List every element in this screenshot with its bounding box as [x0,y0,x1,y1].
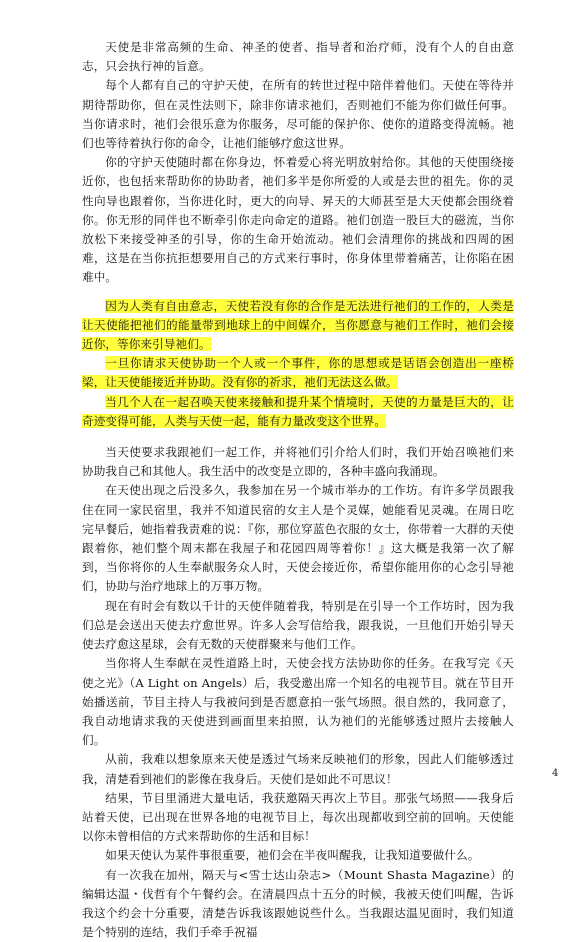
body-text [82,38,514,942]
highlight-mark: 当几个人在一起召唤天使来接触和提升某个情境时，天使的力量是巨大的，让奇迹变得可能，人类与天使一起，能有力量改变这个世界。 [82,394,514,428]
paragraph-workshop-story: 在天使出现之后没多久，我参加在另一个城市举办的工作坊。有许多学员跟我住在同一家民宿里，我并不知道民宿的女主人是个灵媒，她能看见灵魂。在周日吃完早餐后，她指着我责难的说：『你，那位穿蓝色衣服的女士，你带着一大群的天使跟着你，祂们整个周末都在我屋子和花园四周等着你！』这大概是我第一次了解到，当你将你的人生奉献服务众人时，天使会接近你，希望你能用你的心念引导祂们，协助与治疗地球上的万事万物。 [82,483,514,594]
paragraph-aura-photo: 从前，我难以想象原来天使是透过气场来反映祂们的形象，因此人们能够透过我，清楚看到祂们的影像在我身后。天使们是如此不可思议！ [82,752,514,786]
highlight-mark: 因为人类有自由意志，天使若没有你的合作是无法进行祂们的工作的，人类是让天使能把祂们的能量带到地球上的中间媒介，当你愿意与祂们工作时，祂们会接近你，等你来引导祂们。 [82,298,514,352]
highlight-mark: 一旦你请求天使协助一个人或一个事件，你的思想或是话语会创造出一座桥梁，让天使能接近并协助。没有你的祈求，祂们无法这么做。 [82,356,514,390]
paragraph-thousands-of-angels: 现在有时会有数以千计的天使伴随着我，特别是在引导一个工作坊时，因为我们总是会送出天使去疗愈世界。许多人会写信给我，跟我说，一旦他们开始引导天使去疗愈这星球，会有无数的天使群聚来与他们工作。 [82,598,514,652]
paragraph-tv-show: 当你将人生奉献在灵性道路上时，天使会找方法协助你的任务。在我写完《天使之光》（A Light on Angels）后，我受邀出席一个知名的电视节目。就在节目开始播送前，节目主持人与我被问到是否愿意拍一张气场照。很自然的，我同意了，我自动地请求我的天使进到画面里来拍照，认为祂们的光能够透过照片去接触人们。 [82,656,514,748]
spacer [82,288,514,297]
highlighted-paragraph-together [82,393,514,431]
paragraph-guardian-angel: 每个人都有自己的守护天使，在所有的转世过程中陪伴着他们。天使在等待并期待帮助你，但在灵性法则下，除非你请求祂们，否则祂们不能为你们做任何事。当你请求时，祂们会很乐意为你服务，尽可能的保护你、使你的道路变得流畅。祂们也等待着执行你的命令，让祂们能够疗愈这世界。 [82,78,514,151]
paragraph-angels-around-you: 你的守护天使随时都在你身边，怀着爱心将光明放射给你。其他的天使围绕接近你，也包括来帮助你的协助者，祂们多半是你所爱的人或是去世的祖先。你的灵性向导也跟着你，当你进化时，更大的向导、昇天的大师甚至是大天使都会围绕着你。你无形的同伴也不断牵引你走向命定的道路。祂们创造一股巨大的磁流，当你放松下来接受神圣的引导，你的生命开始流动。祂们会清理你的挑战和四周的困难，这是在当你抗拒想要用自己的方式来行事时，你身体里带着痛苦，让你陷在困难中。 [82,155,514,285]
highlighted-paragraph-request [82,354,514,392]
paragraph-working-with-angels: 当天使要求我跟祂们一起工作，并将祂们引介给人们时，我们开始召唤祂们来协助我自己和其他人。我生活中的改变是立即的，各种丰盛向我涌现。 [82,445,514,479]
page-number: 4 [552,768,559,779]
spacer [82,431,514,443]
paragraph-angels-definition: 天使是非常高频的生命、神圣的使者、指导者和治疗师，没有个人的自由意志，只会执行神的旨意。 [82,40,514,74]
paragraph-california: 有一次我在加州，隔天与<雪士达山杂志>（Mount Shasta Magazine）的编辑达温・伐哲有个午餐约会。在清晨四点十五分的时候，我被天使们叫醒，告诉我这个约会十分重要，清楚告诉我该跟她说些什么。当我跟达温见面时，我们知道是个特别的连结，我们手牵手祝福 [82,867,514,940]
paragraph-midnight: 如果天使认为某件事很重要，祂们会在半夜叫醒我，让我知道要做什么。 [105,848,480,863]
highlighted-paragraph-free-will [82,297,514,355]
paragraph-result: 结果，节目里涌进大量电话，我获邀隔天再次上节目。那张气场照——我身后站着天使，已出现在世界各地的电视节目上，每次出现都收到空前的回响。天使能以你未曾相信的方式来帮助你的生活和目标！ [82,790,514,844]
